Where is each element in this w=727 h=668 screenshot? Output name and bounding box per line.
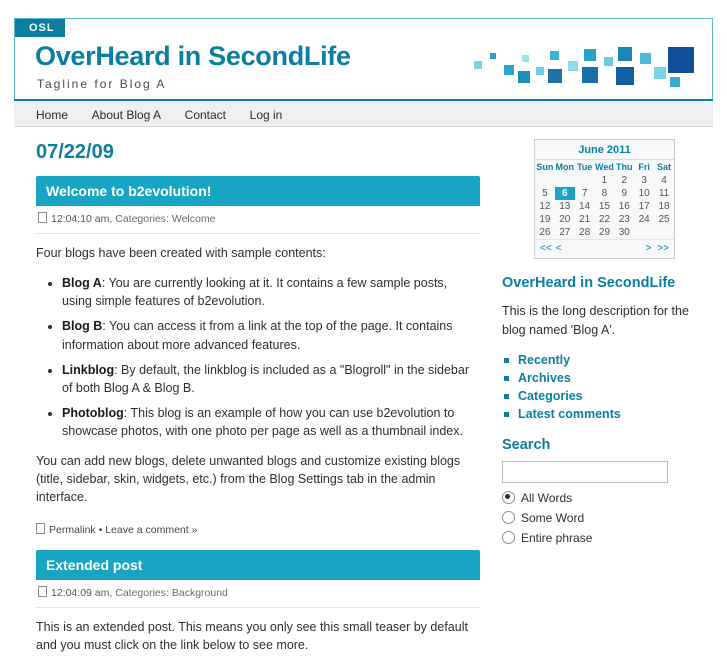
site-tagline: Tagline for Blog A — [37, 77, 167, 91]
post-time: 12:04:09 am — [51, 586, 110, 599]
calendar-day: 8 — [601, 188, 608, 199]
calendar-day: 4 — [661, 175, 667, 186]
calendar-day: 13 — [559, 201, 571, 212]
calendar-day — [634, 226, 654, 239]
list-item-term: Blog A — [62, 276, 102, 291]
calendar-weekday: Fri — [638, 162, 650, 172]
calendar-weekday: Thu — [616, 162, 633, 172]
calendar-day: 17 — [638, 201, 650, 212]
search-option-label: All Words — [521, 490, 573, 505]
calendar-day: 26 — [539, 227, 551, 238]
document-icon — [36, 523, 45, 534]
calendar-weekday: Tue — [576, 162, 593, 172]
post — [36, 176, 480, 536]
sidebar-item-label: Latest comments — [518, 406, 621, 421]
calendar-weekday: Sun — [536, 162, 554, 172]
nav-item-home[interactable]: Home — [36, 108, 69, 122]
post-meta: 12:04:10 am, Categories: Welcome — [36, 206, 480, 234]
list-item-text: : This blog is an example of how you can use b2evolution to showcase photos, with one photo per page as well as a thumbnail index. — [62, 405, 463, 438]
search-heading: Search — [502, 436, 551, 453]
calendar-day: 7 — [581, 188, 588, 199]
sidebar-description: This is the long description for the blog named 'Blog A'. — [502, 304, 689, 337]
calendar-day-today[interactable]: 6 — [555, 187, 575, 200]
footer-separator: • — [98, 523, 103, 536]
calendar-week-row — [535, 213, 674, 226]
search-option-label: Entire phrase — [521, 530, 593, 545]
search-input[interactable] — [502, 461, 668, 483]
calendar-day: 15 — [598, 201, 611, 212]
page-title: 07/22/09 — [36, 141, 114, 163]
post — [36, 550, 480, 654]
post-category[interactable]: Background — [171, 586, 228, 599]
calendar-day: 3 — [641, 175, 647, 186]
calendar-day: 29 — [598, 227, 611, 238]
calendar-day: 24 — [638, 214, 650, 225]
radio-icon[interactable] — [502, 491, 515, 504]
calendar-weekday: Wed — [595, 162, 614, 172]
site-badge: OSL — [15, 19, 65, 37]
radio-icon[interactable] — [502, 531, 515, 544]
calendar-week-row — [535, 174, 674, 187]
post-body — [36, 234, 480, 507]
leave-comment-link[interactable]: Leave a comment » — [105, 523, 198, 536]
calendar-weekday: Mon — [555, 162, 575, 172]
post-meta: 12:04:09 am, Categories: Background — [36, 580, 480, 608]
calendar-first-button[interactable]: << — [540, 243, 552, 254]
calendar-day: 30 — [618, 227, 630, 238]
calendar-day: 18 — [658, 201, 670, 212]
calendar-day — [555, 174, 575, 187]
post-list — [36, 274, 480, 440]
header-decoration-squares — [474, 47, 704, 95]
calendar-nav — [535, 239, 674, 258]
search-option-entire-phrase[interactable] — [502, 531, 707, 545]
calendar-day: 5 — [542, 188, 548, 199]
calendar-day: 21 — [579, 214, 591, 225]
calendar-day: 20 — [559, 214, 571, 225]
calendar-last-button[interactable]: >> — [657, 243, 669, 254]
post-intro: Four blogs have been created with sample contents: — [36, 246, 326, 260]
calendar-prev-button[interactable]: < — [555, 243, 562, 254]
document-icon — [38, 212, 47, 223]
list-item-term: Linkblog — [62, 362, 115, 377]
nav-item-contact[interactable]: Contact — [184, 108, 227, 122]
sidebar-blog-title: OverHeard in SecondLife — [502, 275, 676, 291]
post-categories-label: Categories: — [115, 586, 169, 599]
list-item — [62, 361, 480, 397]
list-item — [62, 274, 480, 310]
sidebar — [494, 127, 713, 551]
sidebar-item-label: Categories — [518, 388, 583, 403]
document-icon — [38, 586, 47, 597]
calendar-day: 11 — [658, 188, 670, 199]
calendar-day: 19 — [539, 214, 551, 225]
sidebar-item-label: Recently — [518, 352, 571, 367]
calendar-day: 25 — [658, 214, 670, 225]
search-option-all-words[interactable] — [502, 491, 707, 505]
calendar-weekday-row — [535, 160, 674, 174]
sidebar-item-latest-comments[interactable] — [502, 405, 707, 423]
calendar-day — [654, 226, 674, 239]
calendar-day: 28 — [579, 227, 591, 238]
list-item-text: : You are currently looking at it. It contains a few sample posts, using simple features of b2evolution. — [62, 276, 448, 309]
list-item — [62, 317, 480, 353]
post-intro: This is an extended post. This means you only see this small teaser by default and you must click on the link below to see more. — [36, 619, 468, 652]
calendar-week-row — [535, 187, 674, 200]
sidebar-links — [502, 351, 707, 423]
sidebar-item-recently[interactable] — [502, 351, 707, 369]
search-option-some-word[interactable] — [502, 511, 707, 525]
calendar-day: 14 — [579, 201, 591, 212]
sidebar-item-label: Archives — [518, 370, 571, 385]
calendar-week-row — [535, 200, 674, 213]
list-item — [62, 404, 480, 440]
post-footer — [36, 519, 480, 536]
calendar-day: 12 — [539, 201, 551, 212]
list-item-text: : You can access it from a link at the top of the page. It contains information about more advanced features. — [62, 319, 453, 352]
list-item-term: Photoblog — [62, 405, 124, 420]
content-columns — [14, 127, 713, 668]
calendar-day: 27 — [559, 227, 571, 238]
page-root — [0, 18, 727, 652]
post-category[interactable]: Welcome — [171, 213, 216, 225]
calendar-day: 10 — [638, 188, 650, 199]
calendar-day: 1 — [601, 175, 608, 186]
site-header — [14, 18, 713, 99]
list-item-term: Blog B — [62, 319, 103, 334]
site-title: OverHeard in SecondLife — [35, 41, 351, 71]
post-outro: You can add new blogs, delete unwanted blogs and customize existing blogs (title, sidebar, skin, widgets, etc.) from the Blog Settings tab in the admin interface. — [36, 454, 461, 505]
calendar-table — [535, 160, 674, 239]
calendar-day — [535, 174, 555, 187]
permalink-link[interactable]: Permalink — [49, 523, 96, 536]
nav-item-login[interactable]: Log in — [249, 108, 283, 122]
calendar-day: 22 — [598, 214, 611, 225]
search-option-label: Some Word — [521, 510, 585, 525]
sidebar-item-categories[interactable] — [502, 387, 707, 405]
calendar-widget — [534, 139, 675, 259]
nav-item-about[interactable]: About Blog A — [91, 108, 162, 122]
post-body — [36, 608, 480, 654]
calendar-next-button[interactable]: > — [645, 243, 652, 254]
post-title[interactable]: Extended post — [36, 550, 480, 580]
sidebar-item-archives[interactable] — [502, 369, 707, 387]
calendar-weekday: Sat — [657, 162, 672, 172]
calendar-day: 16 — [618, 201, 630, 212]
list-item-text: : By default, the linkblog is included as a "Blogroll" in the sidebar of both Blog A & Blog B. — [62, 362, 469, 395]
calendar-day: 9 — [621, 188, 628, 199]
calendar-day — [575, 174, 595, 187]
post-title[interactable]: Welcome to b2evolution! — [36, 176, 480, 206]
post-categories-label: Categories: — [115, 213, 169, 225]
calendar-month-label: June 2011 — [535, 140, 674, 160]
calendar-week-row — [535, 226, 674, 239]
primary-nav — [14, 101, 713, 127]
radio-icon[interactable] — [502, 511, 515, 524]
post-time: 12:04:10 am — [51, 213, 110, 225]
calendar-day: 23 — [618, 214, 630, 225]
main-content — [14, 127, 494, 668]
calendar-day: 2 — [621, 175, 628, 186]
